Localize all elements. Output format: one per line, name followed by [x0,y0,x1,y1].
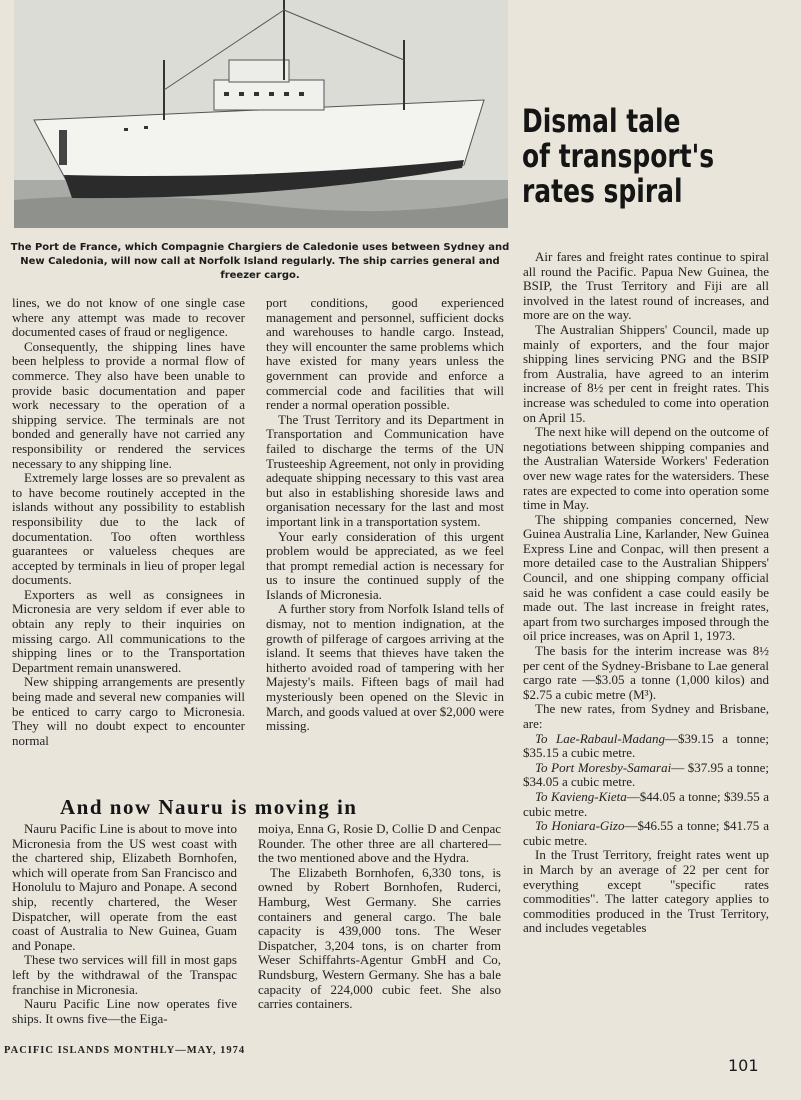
paragraph: Extremely large losses are so prevalent as to have become routinely accepted in the islands without any possibility to establish responsibility due to the lack of documentation. Too often worthless guarantees or valueless cheques are accepted by terminals in lieu of proper legal documents. [12,470,245,588]
paragraph: The shipping companies concerned, New Guinea Australia Line, Karlander, New Guinea Express Line and Conpac, will then present a more detailed case to the Australian Shippers' Council, and one shipping company official said he was confident a case could easily be made out. The last increase in freight rates, apart from two surcharges imposed through the oil price increases, was on April 1, 1973. [523,511,769,644]
photo-caption: The Port de France, which Compagnie Chargiers de Caledonie uses between Sydney and New Caledonia, will now call at Norfolk Island regularly. The ship carries general and freezer cargo. [10,242,510,281]
rate-route: To Honiara-Gizo [535,818,625,834]
paragraph: Exporters as well as consignees in Micronesia are very seldom if ever able to obtain any reply to their inquiries on missing cargo. All communications to the shipping lines or to the Transportation Department remain unanswered. [12,586,245,675]
rate-line [523,790,769,819]
paragraph: In the Trust Territory, freight rates went up in March by an average of 22 per cent for everything except "specific rates commodities". The latter category applies to commodities produced in the Trust Territory, and includes vegetables [523,847,769,936]
paragraph: The next hike will depend on the outcome of negotiations between shipping companies and the Australian Waterside Workers' Federation over new wage rates for the watersiders. These rates are expected to come into operation some time in May. [523,424,769,513]
paragraph: Air fares and freight rates continue to spiral all round the Pacific. Papua New Guinea, the BSIP, the Trust Territory and Fiji are all involved in the latest round of increases, and more are on the way. [523,249,769,323]
paragraph: lines, we do not know of one single case where any attempt was made to recover documented cases of fraud or negligence. [12,295,245,340]
article-column-3 [523,250,769,936]
rate-line [523,732,769,761]
paragraph: The Australian Shippers' Council, made up mainly of exporters, and the four major shipping lines servicing PNG and the BSIP from Australia, have agreed to an interim increase of 8½ per cent in freight rates. This increase was scheduled to come into operation on April 15. [523,321,769,425]
paragraph: The Trust Territory and its Department in Transportation and Communication have failed to discharge the terms of the UN Trusteeship Agreement, not only in providing adequate shipping necessary to this vast area but also in establishing shoreside laws and organisation necessary for the last and most important link in a transportation system. [266,411,504,529]
rate-route: To Kavieng-Kieta [535,788,627,804]
article-column-1 [12,296,245,748]
headline-line-1: Dismal tale [522,102,681,140]
rate-values: —$44.05 a tonne; $39.55 a cubic metre. [523,788,769,819]
rate-line [523,761,769,790]
rate-route: To Lae-Rabaul-Madang [535,730,666,746]
headline-line-3: rates spiral [522,172,683,210]
page-number: 101 [728,1056,759,1075]
paragraph: moiya, Enna G, Rosie D, Collie D and Cenpac Rounder. The other three are all chartered—the two mentioned above and the Hydra. [258,821,501,866]
paragraph: The Elizabeth Bornhofen, 6,330 tons, is owned by Robert Bornhofen, Ruderci, Hamburg, West Germany. She carries containers and general cargo. The bale capacity is 439,000 tons. The Weser Dispatcher, 3,204 tons, is on charter from Weser Schiffahrts-Agentur GmbH and Co, Rundsburg, Western Germany. She has a bale capacity of 224,000 cubic feet. She also carries containers. [258,864,501,1012]
headline-line-2: of transport's [522,137,715,175]
article-headline [522,104,733,209]
article-column-4 [12,822,237,1026]
paragraph: Consequently, the shipping lines have been helpless to provide a normal flow of commerce. They also have been unable to provide basic documentation and paper work necessary to the operation of a shipping service. The terminals are not bonded and generally have not carried any responsibility or rendered the services necessary to any shipping line. [12,338,245,471]
paragraph: A further story from Norfolk Island tells of dismay, not to mention indignation, at the growth of pilferage of cargoes arriving at the island. It seems that thieves have taken the hitherto avoided road of tampering with her Majesty's mails. Fifteen bags of mail had mysteriously been opened on the Slevic in March, and goods valued at over $2,000 were missing. [266,601,504,734]
article-column-5 [258,822,501,1012]
ship-photo-icon [14,0,508,228]
ship-photo [14,0,508,228]
paragraph: The new rates, from Sydney and Brisbane, are: [523,701,769,731]
paragraph: These two services will fill in most gaps left by the withdrawal of the Transpac franchise in Micronesia. [12,952,237,997]
section-subheading: And now Nauru is moving in [60,795,358,819]
paragraph: Your early consideration of this urgent problem would be appreciated, as we feel that prompt remedial action is necessary for us to insure the continued supply of the Islands of Micronesia. [266,528,504,602]
rate-values: —$46.55 a tonne; $41.75 a cubic metre. [523,818,769,848]
magazine-footer: PACIFIC ISLANDS MONTHLY—MAY, 1974 [4,1045,246,1056]
paragraph: The basis for the interim increase was 8½ per cent of the Sydney-Brisbane to Lae general cargo rate —$3.05 a tonne (1,000 kilos) and $2.75 a cubic metre (M³). [523,643,769,702]
paragraph: Nauru Pacific Line now operates five ships. It owns five—the Eiga- [12,996,237,1026]
paragraph: Nauru Pacific Line is about to move into Micronesia from the US west coast with the chartered ship, Elizabeth Bornhofen, which will operate from San Francisco and Honolulu to Majuro and Ponape. A second ship, recently chartered, the Weser Dispatcher, will operate from the east coast of Australia to New Guinea, Guam and Ponape. [12,821,237,953]
rate-route: To Port Moresby-Samarai [535,759,672,775]
paragraph: New shipping arrangements are presently being made and several new companies will be enticed to carry cargo to Micronesia. They will no doubt expect to encounter normal [12,674,245,748]
paragraph: port conditions, good experienced management and personnel, sufficient docks and warehouses to handle cargo. Instead, they will encounter the same problems which have existed for many years unless the government can provide and enforce a commercial code and facilities that will render a normal operation possible. [266,295,504,413]
rate-values: —$39.15 a tonne; $35.15 a cubic metre. [523,730,769,761]
article-column-2 [266,296,504,734]
rate-values: — $37.95 a tonne; $34.05 a cubic metre. [523,759,769,790]
rate-line [523,819,769,848]
